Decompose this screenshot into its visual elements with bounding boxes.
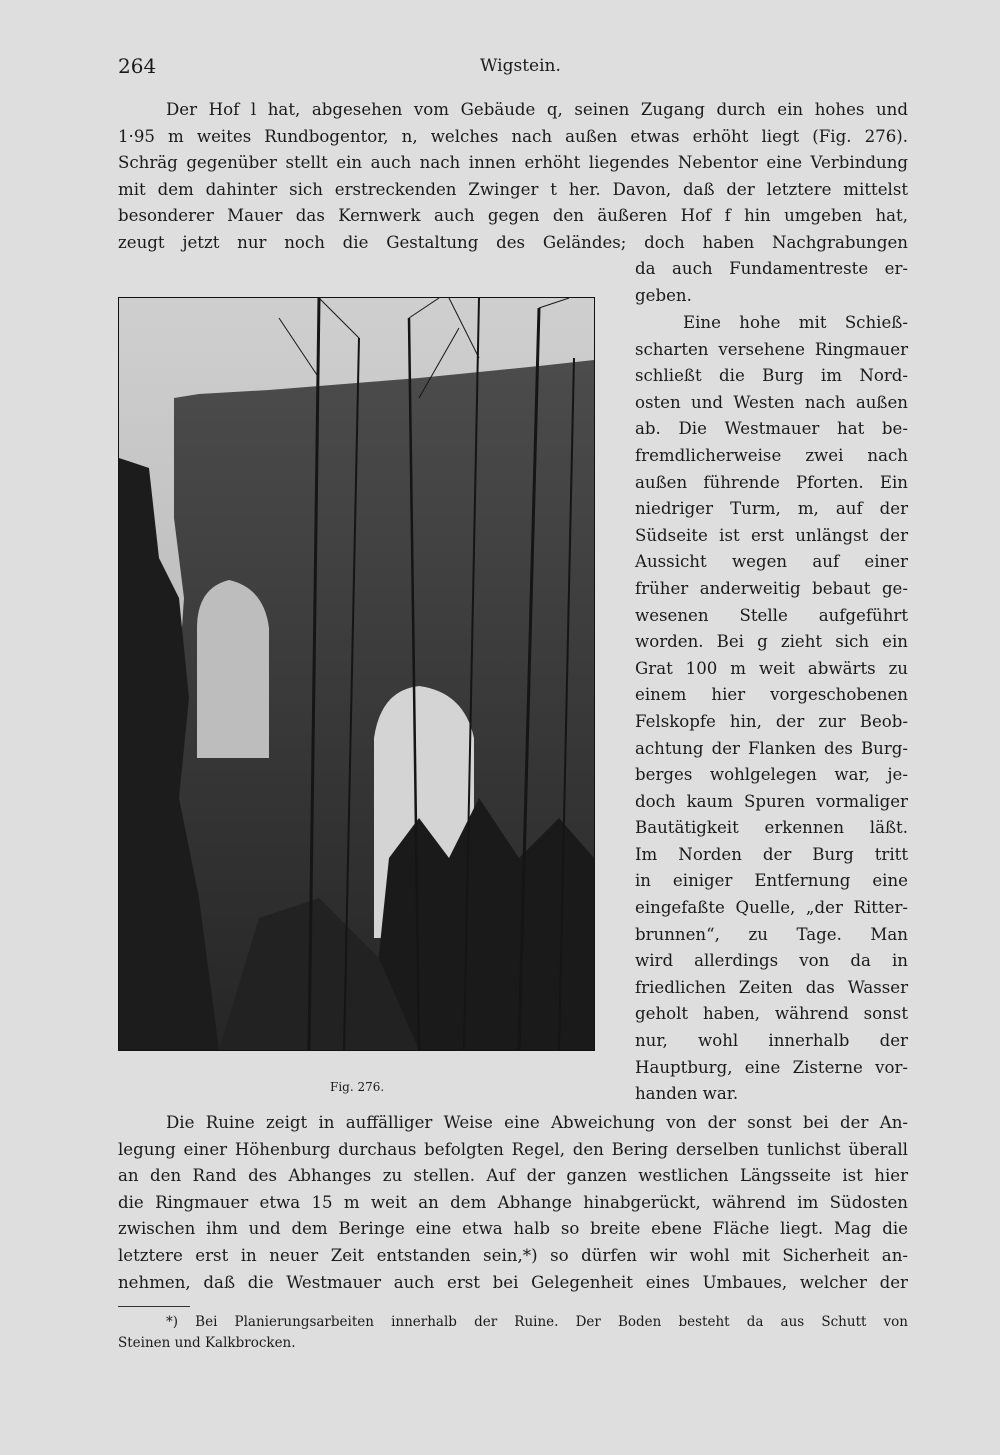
text-line: berges wohlgelegen war, je- <box>635 765 908 785</box>
paragraph-1 <box>118 97 908 257</box>
text-line: Südseite ist erst unlängst der <box>635 525 908 545</box>
text-line: in einiger Entfernung eine <box>635 871 908 891</box>
text-line: 1·95 m weites Rundbogentor, n, welches nach außen etwas erhöht liegt (Fig. 276). <box>118 126 908 146</box>
text-line: Schräg gegenüber stellt ein auch nach innen erhöht liegendes Nebentor eine Verbindung <box>118 153 908 173</box>
footnote-rule <box>118 1306 190 1307</box>
text-line: besonderer Mauer das Kernwerk auch gegen den äußeren Hof f hin umgeben hat, <box>118 206 908 226</box>
text-line: zeugt jetzt nur noch die Gestaltung des Geländes; doch haben Nachgrabungen <box>118 232 908 252</box>
ruin-photograph <box>118 297 595 1051</box>
text-line: niedriger Turm, m, auf der <box>635 499 908 519</box>
text-line: früher anderweitig bebaut ge- <box>635 578 908 598</box>
text-line: Die Ruine zeigt in auffälliger Weise eine Abweichung von der sonst bei der An- <box>166 1113 908 1132</box>
text-line: fremdlicherweise zwei nach <box>635 445 908 465</box>
text-line: Eine hohe mit Schieß- <box>683 313 908 332</box>
text-line: wird allerdings von da in <box>635 951 908 971</box>
text-line: legung einer Höhenburg durchaus befolgten Regel, den Bering derselben tunlichst überall <box>118 1139 908 1159</box>
figure-caption: Fig. 276. <box>330 1080 385 1094</box>
text-line: worden. Bei g zieht sich ein <box>635 632 908 652</box>
text-line: Hauptburg, eine Zisterne vor- <box>635 1057 908 1077</box>
text-line: an den Rand des Abhanges zu stellen. Auf der ganzen westlichen Längsseite ist hier <box>118 1166 908 1186</box>
text-line: friedlichen Zeiten das Wasser <box>635 977 908 997</box>
text-line: eingefaßte Quelle, „der Ritter- <box>635 898 908 918</box>
running-title: Wigstein. <box>480 56 561 76</box>
text-line: Aussicht wegen auf einer <box>635 552 908 572</box>
text-line: Im Norden der Burg tritt <box>635 844 908 864</box>
text-line: mit dem dahinter sich erstreckenden Zwinger t her. Davon, daß der letztere mittelst <box>118 179 908 199</box>
footnote <box>118 1312 908 1354</box>
text-line: geholt haben, während sonst <box>635 1004 908 1024</box>
text-line: Felskopfe hin, der zur Beob- <box>635 711 908 731</box>
page-number: 264 <box>118 54 157 78</box>
text-line: nehmen, daß die Westmauer auch erst bei Gelegenheit eines Umbaues, welcher der <box>118 1272 908 1292</box>
text-line: außen führende Pforten. Ein <box>635 472 908 492</box>
text-line: geben. <box>635 285 692 305</box>
text-line: schließt die Burg im Nord- <box>635 366 908 386</box>
text-line: nur, wohl innerhalb der <box>635 1031 908 1051</box>
text-line: zwischen ihm und dem Beringe eine etwa halb so breite ebene Fläche liegt. Mag die <box>118 1219 908 1239</box>
paragraph-3 <box>118 1110 908 1296</box>
text-line: scharten versehene Ringmauer <box>635 339 908 359</box>
footnote-line: Steinen und Kalkbrocken. <box>118 1335 296 1351</box>
text-line: Grat 100 m weit abwärts zu <box>635 658 908 678</box>
text-line: wesenen Stelle aufgeführt <box>635 605 908 625</box>
text-line: brunnen“, zu Tage. Man <box>635 924 908 944</box>
paragraph-2 <box>635 310 908 1108</box>
text-line: osten und Westen nach außen <box>635 392 908 412</box>
text-line: doch kaum Spuren vormaliger <box>635 791 908 811</box>
footnote-line: *) Bei Planierungsarbeiten innerhalb der Ruine. Der Boden besteht da aus Schutt von <box>166 1314 908 1330</box>
text-line: handen war. <box>635 1084 739 1104</box>
text-line: letztere erst in neuer Zeit entstanden sein,*) so dürfen wir wohl mit Sicherheit an- <box>118 1245 908 1265</box>
text-line: die Ringmauer etwa 15 m weit an dem Abhange hinabgerückt, während im Südosten <box>118 1192 908 1212</box>
text-line: achtung der Flanken des Burg- <box>635 738 908 758</box>
text-line: Der Hof l hat, abgesehen vom Gebäude q, seinen Zugang durch ein hohes und <box>166 100 908 119</box>
text-line: Bautätigkeit erkennen läßt. <box>635 818 908 838</box>
ruin-photo-illustration <box>119 298 594 1050</box>
text-line: einem hier vorgeschobenen <box>635 685 908 705</box>
paragraph-1-continuation <box>635 256 908 309</box>
text-line: ab. Die Westmauer hat be- <box>635 419 908 439</box>
text-line: da auch Fundamentreste er- <box>635 259 908 278</box>
